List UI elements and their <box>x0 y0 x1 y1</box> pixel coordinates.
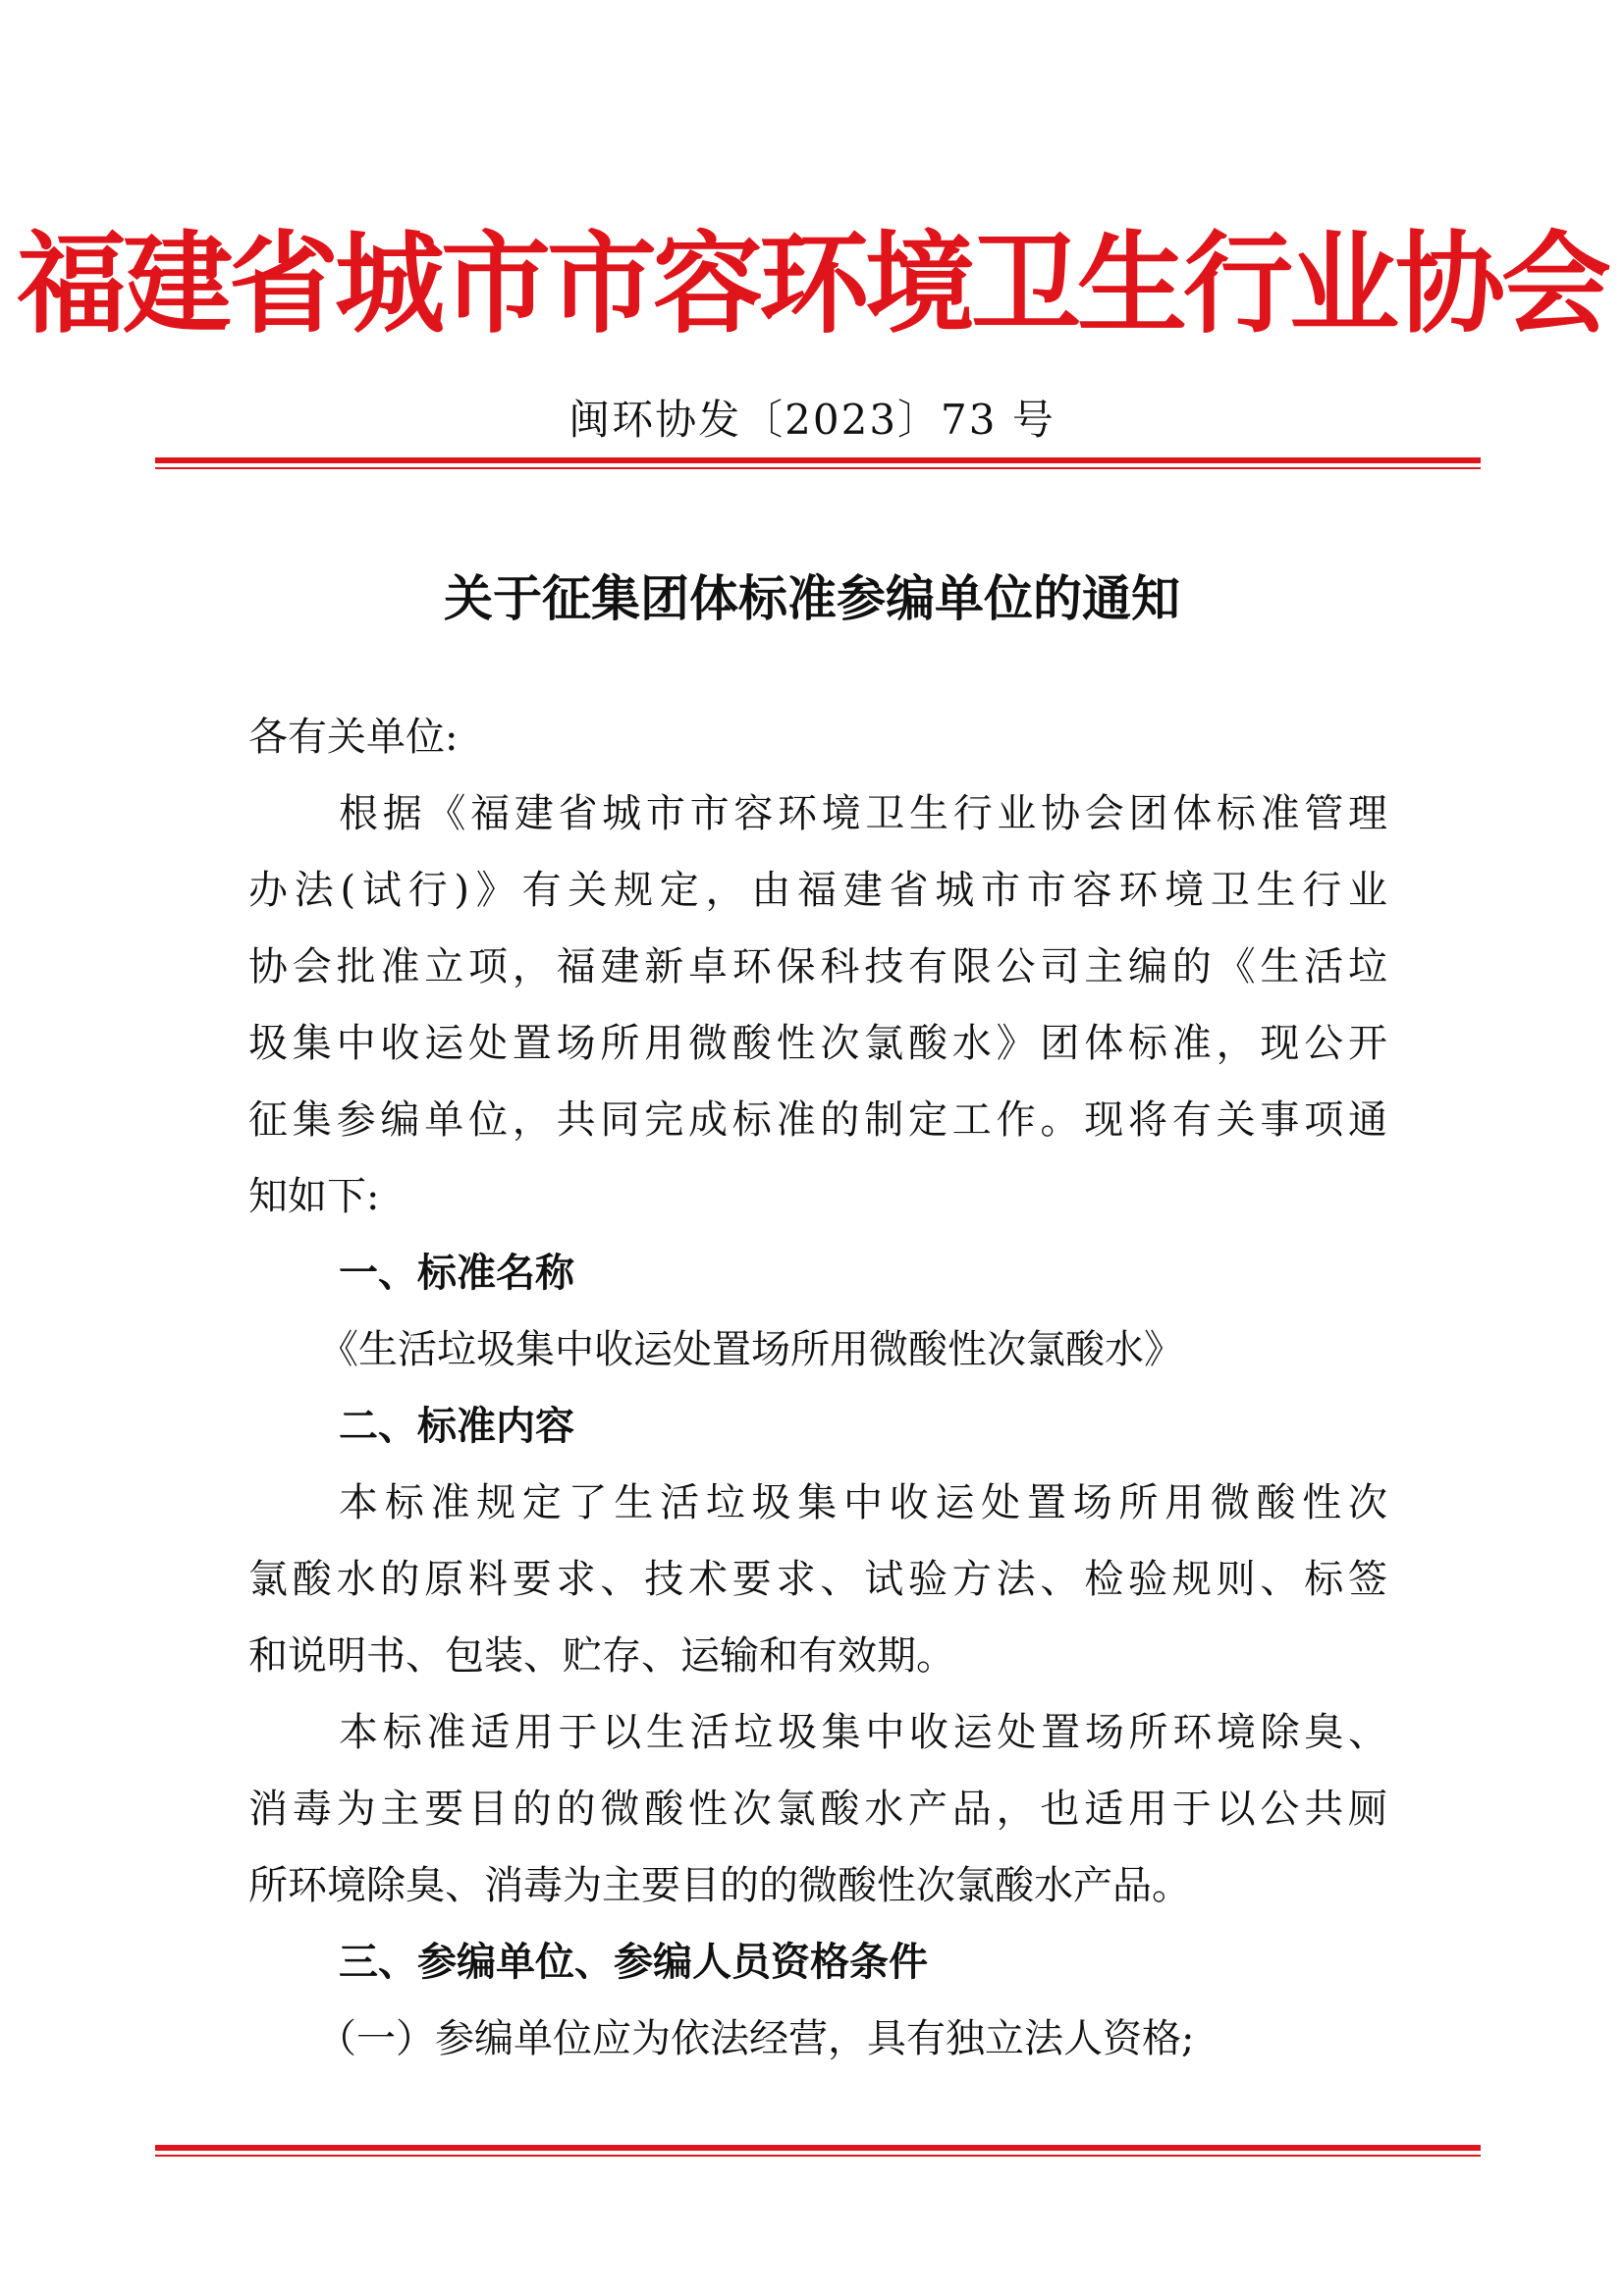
section-3-item-1: （一）参编单位应为依法经营，具有独立法人资格; <box>317 2016 1195 2061</box>
intro-line-6: 知如下: <box>248 1174 380 1219</box>
organization-name-header: 福建省城市市容环境卫生行业协会 <box>17 220 1607 348</box>
notice-title: 关于征集团体标准参编单位的通知 <box>444 570 1180 627</box>
document-body <box>248 699 1387 2077</box>
intro-line-5: 征集参编单位，共同完成标准的制定工作。现将有关事项通 <box>248 1097 1387 1143</box>
section-2-p1-line-2: 氯酸水的原料要求、技术要求、试验方法、检验规则、标签 <box>248 1557 1387 1602</box>
document-number: 闽环协发〔2023〕73 号 <box>568 396 1056 444</box>
intro-line-3: 协会批准立项，福建新卓环保科技有限公司主编的《生活垃 <box>248 944 1387 989</box>
footer-red-rule <box>155 2145 1481 2157</box>
section-2-heading: 二、标准内容 <box>339 1404 574 1449</box>
header-red-rule <box>155 457 1481 469</box>
section-3-heading: 三、参编单位、参编人员资格条件 <box>339 1940 928 1985</box>
section-2-p2-line-1: 本标准适用于以生活垃圾集中收运处置场所环境除臭、 <box>339 1710 1387 1755</box>
section-1-body: 《生活垃圾集中收运处置场所用微酸性次氯酸水》 <box>319 1327 1183 1372</box>
section-2-p2-line-2: 消毒为主要目的的微酸性次氯酸水产品，也适用于以公共厕 <box>248 1787 1387 1832</box>
section-1-heading: 一、标准名称 <box>339 1251 574 1296</box>
section-2-p1-line-3: 和说明书、包装、贮存、运输和有效期。 <box>248 1633 955 1679</box>
intro-line-2: 办法(试行)》有关规定，由福建省城市市容环境卫生行业 <box>248 868 1387 913</box>
section-2-p1-line-1: 本标准规定了生活垃圾集中收运处置场所用微酸性次 <box>339 1480 1387 1525</box>
intro-line-4: 圾集中收运处置场所用微酸性次氯酸水》团体标准，现公开 <box>248 1021 1387 1066</box>
salutation: 各有关单位: <box>248 715 459 760</box>
intro-line-1: 根据《福建省城市市容环境卫生行业协会团体标准管理 <box>339 791 1387 836</box>
section-2-p2-line-3: 所环境除臭、消毒为主要目的的微酸性次氯酸水产品。 <box>248 1863 1191 1908</box>
